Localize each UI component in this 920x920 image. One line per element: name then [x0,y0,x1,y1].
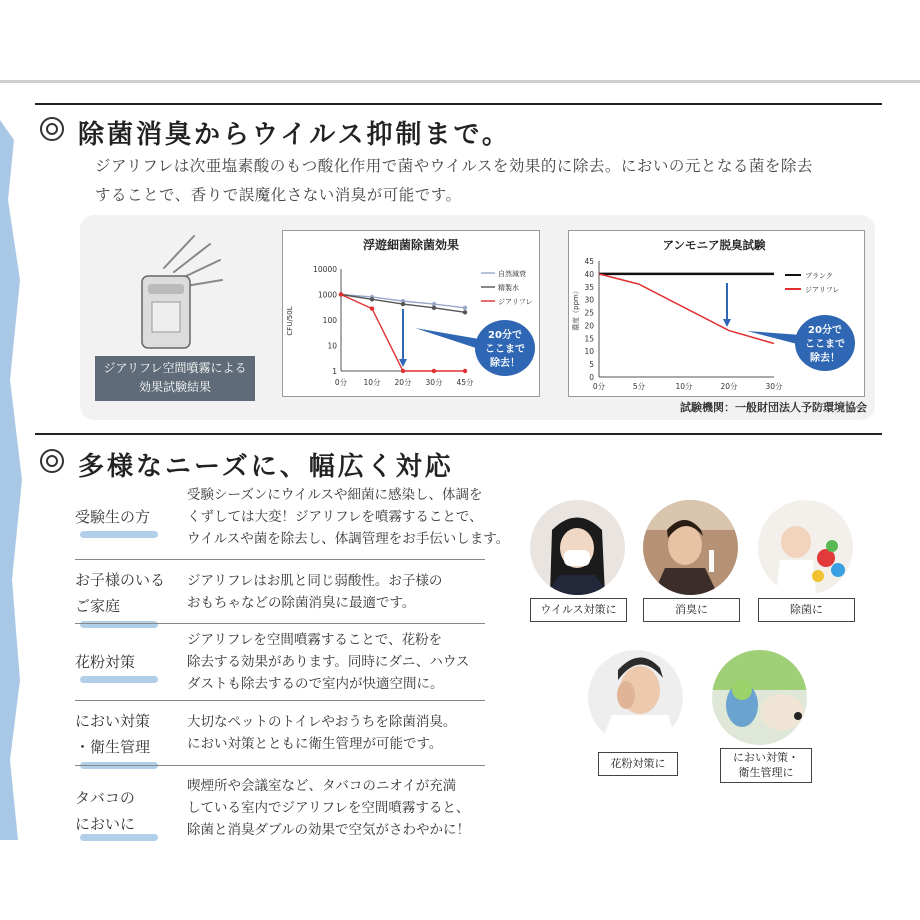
test-organization: 試験機関：一般財団法人予防環境協会 [680,401,867,414]
brush-stroke-decoration [0,120,26,840]
section2-rule [35,433,882,435]
row-text: ジアリフレを空間噴霧することで、花粉を 除去する効果があります。同時にダニ、ハウス ダストも除去するので室内が快適空間に。 [187,632,470,692]
x-tick-label: 5分 [632,382,646,391]
y-tick-label: 0 [589,373,594,382]
pets-photo [712,650,807,745]
row-divider [75,559,485,560]
annotation-text: ここまで [805,339,845,350]
data-point [401,302,405,306]
y-tick-label: 40 [584,269,594,279]
test-result-caption: ジアリフレ空間噴霧による 効果試験結果 [95,356,255,401]
y-tick-label: 1000 [317,290,337,300]
row-label: お子様のいる ご家庭 [75,571,166,615]
x-tick-label: 30分 [765,382,783,391]
series-line-1 [599,274,774,344]
annotation-text: ここまで [485,344,525,355]
annotation-text: 20分で [808,325,842,336]
row-divider [75,623,485,624]
data-point [370,297,374,301]
y-axis-label: CFU/50L [286,306,294,336]
y-axis-label: 濃度（ppm） [572,287,580,331]
section1-title: 除菌消臭からウイルス抑制まで。 [40,114,511,151]
top-divider [0,80,920,83]
list-item [75,487,510,557]
double-circle-icon [40,449,64,473]
brush-underline [80,531,158,538]
row-text: 大切なペットのトイレやおうちを除菌消臭。 におい対策とともに衛生管理が可能です。 [187,714,457,752]
chart-title: アンモニア脱臭試験 [662,238,766,252]
student-mask-photo [530,500,625,595]
ammonia-chart [568,230,865,397]
baby-toys-photo [758,500,853,595]
y-tick-label: 15 [584,334,594,344]
list-item [75,708,485,763]
photo-label: におい対策・ 衛生管理に [720,748,812,783]
y-tick-label: 25 [584,308,594,318]
legend-label: 自然減衰 [498,270,526,278]
bacteria-chart [282,230,540,397]
x-tick-label: 0分 [592,382,606,391]
y-tick-label: 35 [584,282,594,292]
annotation-text: 除去！ [810,353,840,364]
list-item [75,567,485,622]
data-point [339,292,343,296]
x-tick-label: 20分 [720,382,738,391]
section1-rule [35,103,882,105]
man-deodorize-photo [643,500,738,595]
x-tick-label: 20分 [394,378,412,387]
sprayer-device-illustration [102,228,287,353]
list-item [75,632,485,697]
y-tick-label: 10000 [313,265,337,274]
data-point [463,306,467,310]
photo-label: 消臭に [643,598,740,622]
row-label: 花粉対策 [75,653,136,671]
x-tick-label: 10分 [675,382,693,391]
y-tick-label: 100 [322,316,337,325]
double-circle-icon [40,117,64,141]
data-point [432,369,436,373]
y-tick-label: 20 [584,321,594,331]
photo-label: ウイルス対策に [530,598,627,622]
list-item [75,772,485,842]
data-point [463,310,467,314]
row-text: ジアリフレはお肌と同じ弱酸性。お子様の おもちゃなどの除菌消臭に最適です。 [187,573,443,611]
chart-title: 浮遊細菌除菌効果 [362,238,460,252]
section1-intro: ジアリフレは次亜塩素酸のもつ酸化作用で菌やウイルスを効果的に除去。においの元となる菌を除去 することで、香りで誤魔化さない消臭が可能です。 [95,157,813,204]
brush-underline [80,676,158,683]
row-text: 受験シーズンにウイルスや細菌に感染し、体調を くずしては大変！ジアリフレを噴霧することで、 ウイルスや菌を除去し、体調管理をお手伝いします。 [187,487,510,547]
y-tick-label: 5 [589,360,594,370]
y-tick-label: 30 [584,295,594,305]
annotation-arrowhead [723,319,731,327]
x-tick-label: 0分 [334,378,348,387]
y-tick-label: 1 [332,367,337,376]
y-tick-label: 10 [327,341,337,351]
data-point [432,306,436,310]
row-label: タバコの においに [75,789,136,833]
legend-label: ジアリフレ [498,298,533,306]
y-tick-label: 45 [584,257,594,266]
photo-label: 除菌に [758,598,855,622]
data-point [370,306,374,310]
legend-label: ブランク [805,272,833,280]
callout-pointer [415,328,479,349]
row-label: におい対策 ・衛生管理 [75,712,151,756]
brush-underline [80,834,158,841]
data-point [463,369,467,373]
section2-title: 多様なニーズに、幅広く対応 [40,446,454,483]
row-label: 受験生の方 [75,508,151,526]
data-point [401,369,405,373]
row-text: 喫煙所や会議室など、タバコのニオイが充満 している室内でジアリフレを空間噴霧すると、 除菌と消臭ダブルの効果で空気がさわやかに！ [187,778,470,838]
annotation-text: 除去！ [490,358,520,369]
pollen-man-photo [588,650,683,745]
photo-label: 花粉対策に [598,752,678,776]
legend-label: 精製水 [498,284,519,292]
legend-label: ジアリフレ [805,286,840,294]
row-divider [75,765,485,766]
row-divider [75,700,485,701]
x-tick-label: 10分 [363,378,381,387]
annotation-text: 20分で [488,330,522,341]
y-tick-label: 10 [584,347,594,357]
x-tick-label: 45分 [456,378,474,387]
x-tick-label: 30分 [425,378,443,387]
